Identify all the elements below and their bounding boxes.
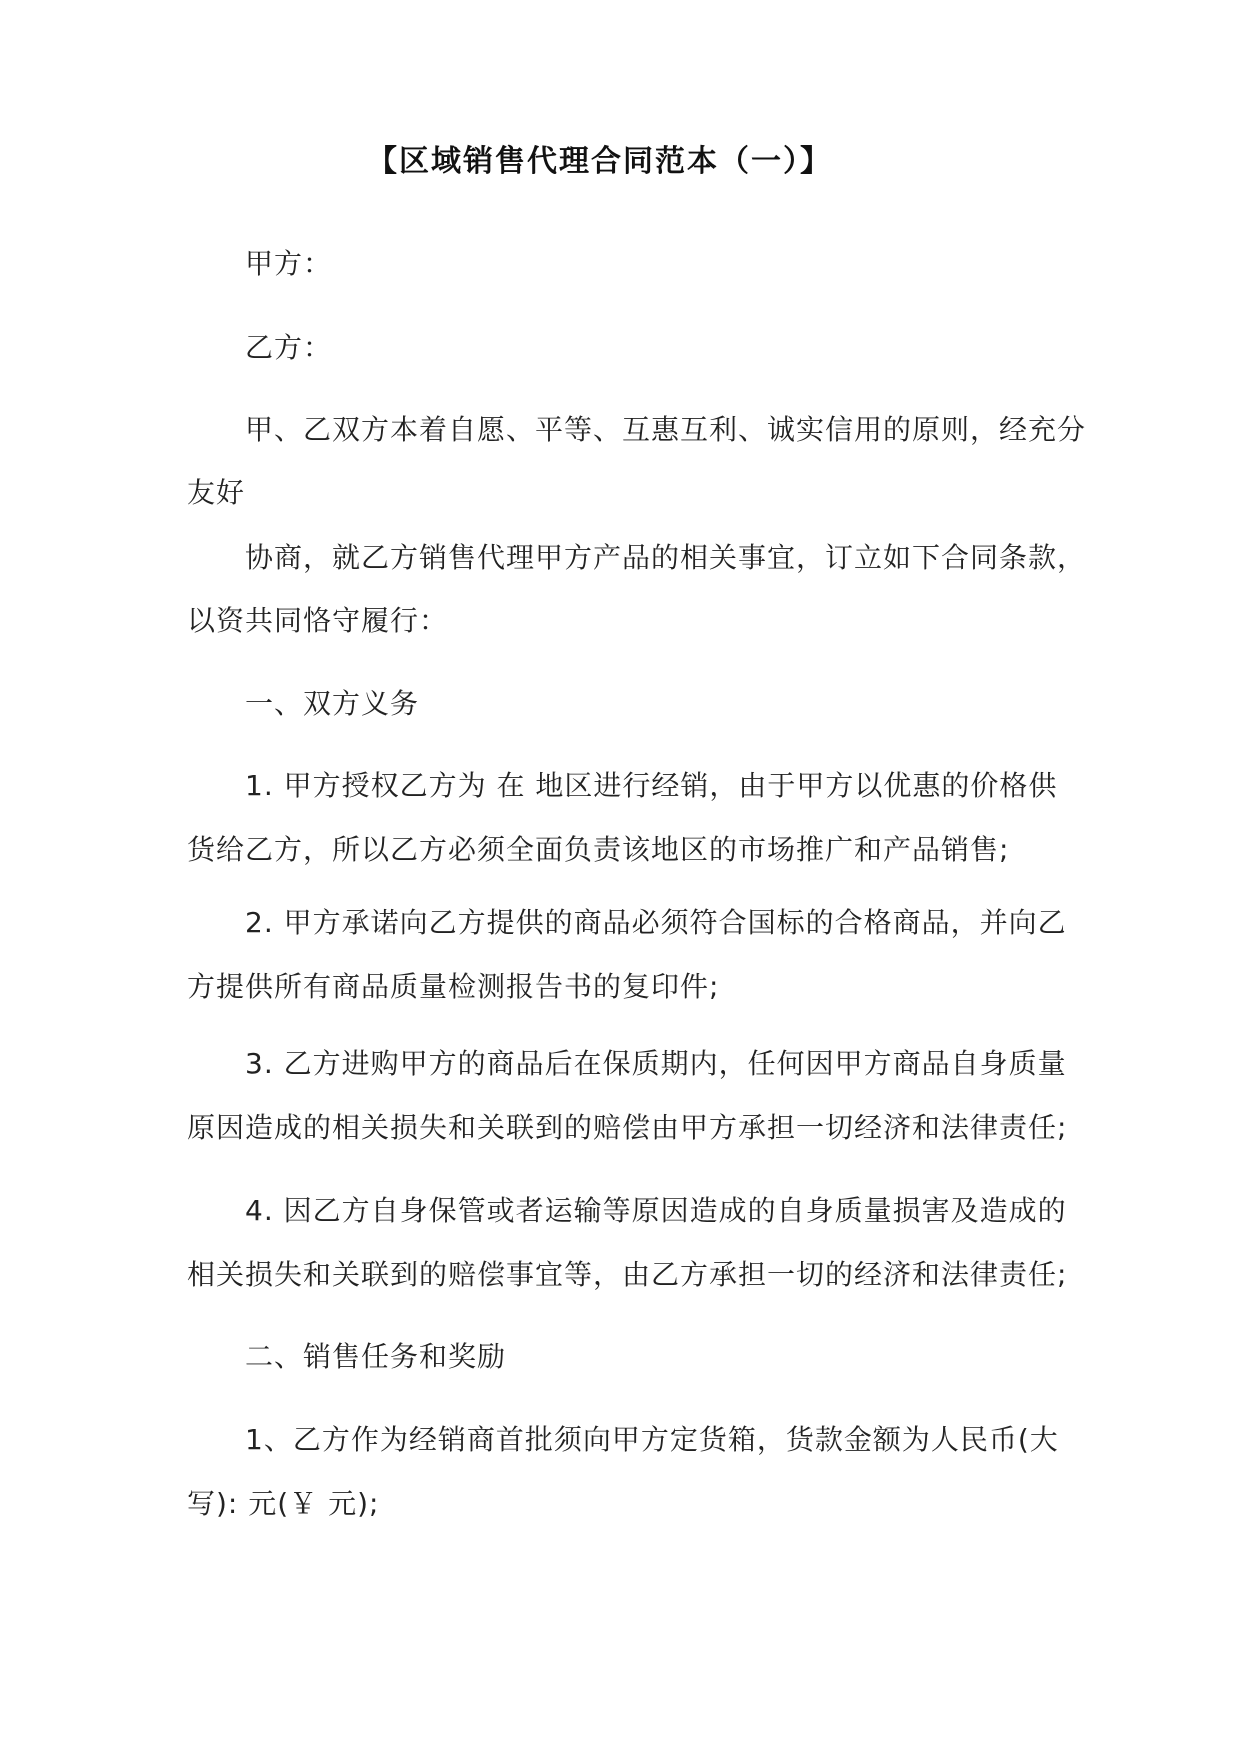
section-heading: 二、销售任务和奖励	[245, 1340, 507, 1373]
clause-line: 3. 乙方进购甲方的商品后在保质期内，任何因甲方商品自身质量	[245, 1047, 1067, 1080]
clause-line: 原因造成的相关损失和关联到的赔偿由甲方承担一切经济和法律责任;	[187, 1111, 1068, 1144]
clause-line: 货给乙方，所以乙方必须全面负责该地区的市场推广和产品销售;	[187, 833, 1010, 866]
clause-line: 1. 甲方授权乙方为 在 地区进行经销，由于甲方以优惠的价格供	[245, 769, 1058, 802]
section-heading: 一、双方义务	[245, 687, 420, 720]
clause-line: 方提供所有商品质量检测报告书的复印件;	[187, 970, 720, 1003]
intro-paragraph-line: 协商，就乙方销售代理甲方产品的相关事宜，订立如下合同条款，	[245, 541, 1087, 574]
clause-line: 2. 甲方承诺向乙方提供的商品必须符合国标的合格商品，并向乙	[245, 906, 1067, 939]
intro-paragraph-line: 甲、乙双方本着自愿、平等、互惠互利、诚实信用的原则，经充分	[245, 413, 1087, 446]
intro-paragraph-line: 以资共同恪守履行：	[187, 604, 449, 637]
clause-line: 1、乙方作为经销商首批须向甲方定货箱，货款金额为人民币(大	[245, 1423, 1059, 1456]
party-a-label: 甲方：	[245, 247, 333, 280]
document-title: 【区域销售代理合同范本（一）】	[367, 144, 832, 179]
party-b-label: 乙方：	[245, 331, 333, 364]
intro-paragraph-line: 友好	[187, 476, 246, 509]
clause-line: 写): 元(￥ 元);	[187, 1487, 380, 1520]
clause-line: 相关损失和关联到的赔偿事宜等，由乙方承担一切的经济和法律责任;	[187, 1258, 1068, 1291]
clause-line: 4. 因乙方自身保管或者运输等原因造成的自身质量损害及造成的	[245, 1194, 1067, 1227]
